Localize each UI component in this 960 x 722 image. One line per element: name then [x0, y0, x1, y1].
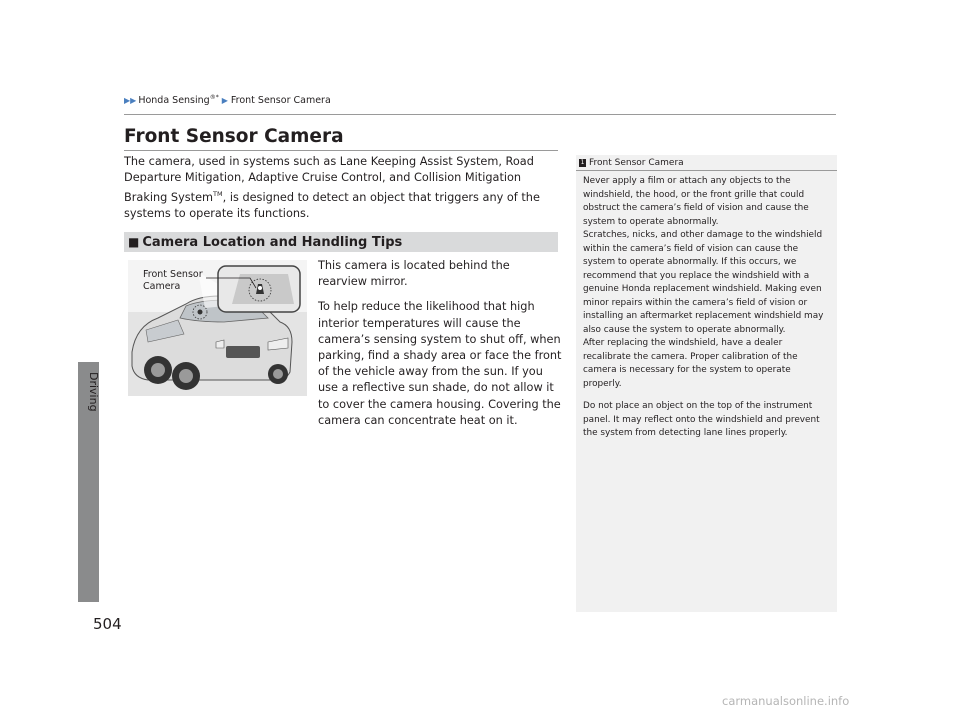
body-paragraph: To help reduce the likelihood that high interior temperatures will cause the camera’s sensing system to shut off, when parking, find a shady area or face the front of the vehicle away from the sun. If you use a reflective sun shade, do not allow it to cover the camera housing. Covering the camera can concentrate heat on it.: [318, 300, 562, 427]
reference-number-icon: 1: [580, 159, 585, 166]
page-title: Front Sensor Camera: [124, 126, 344, 147]
intro-paragraph: The camera, used in systems such as Lane Keeping Assist System, Road Departure Mitigation, Adaptive Cruise Control, and Collision Mitigation Braking System™, is designed to detect an object that triggers any of the systems to operate its functions.: [124, 155, 540, 220]
side-note-body: [583, 175, 829, 441]
note-paragraph: Never apply a film or attach any objects to the windshield, the hood, or the front grille that could obstruct the camera’s field of vision and cause the system to operate abnormally. Scratches, nicks, and other damage to the windshield within the camera’s field of vision can cause the system to operate abnormally. If this occurs, we recommend that you replace the windshield with a genuine Honda replacement windshield. Making even minor repairs within the camera’s field of vision or installing an aftermarket replacement windshield may also cause the system to operate abnormally. After replacing the windshield, have a dealer recalibrate the camera. Proper calibration of the camera is necessary for the system to operate properly.: [583, 176, 824, 389]
section-heading: Camera Location and Handling Tips: [142, 234, 403, 250]
section-header: [124, 232, 558, 252]
breadcrumb: [124, 94, 331, 106]
page-number: 504: [93, 615, 122, 633]
breadcrumb-arrow-icon: ▶: [221, 95, 228, 105]
chapter-label: Driving: [87, 372, 100, 412]
breadcrumb-current: Front Sensor Camera: [230, 94, 331, 106]
side-note-header: [579, 158, 684, 168]
body-paragraph: This camera is located behind the rearview mirror.: [318, 259, 510, 289]
breadcrumb-link-honda-sensing[interactable]: Honda Sensing®*: [138, 94, 219, 107]
header-divider: [124, 114, 836, 115]
title-divider: [124, 150, 558, 151]
note-paragraph: Do not place an object on the top of the instrument panel. It may reflect onto the windshield and prevent the system from detecting lane lines properly.: [583, 401, 820, 438]
illustration-label: Front Sensor Camera: [143, 269, 203, 292]
section-body: [318, 258, 562, 438]
section-square-icon: ■: [128, 235, 140, 249]
watermark: carmanualsonline.info: [722, 694, 850, 708]
side-note-divider: [576, 170, 837, 171]
breadcrumb-arrow-icon: ▶▶: [124, 95, 137, 105]
side-note-title: Front Sensor Camera: [589, 158, 684, 168]
